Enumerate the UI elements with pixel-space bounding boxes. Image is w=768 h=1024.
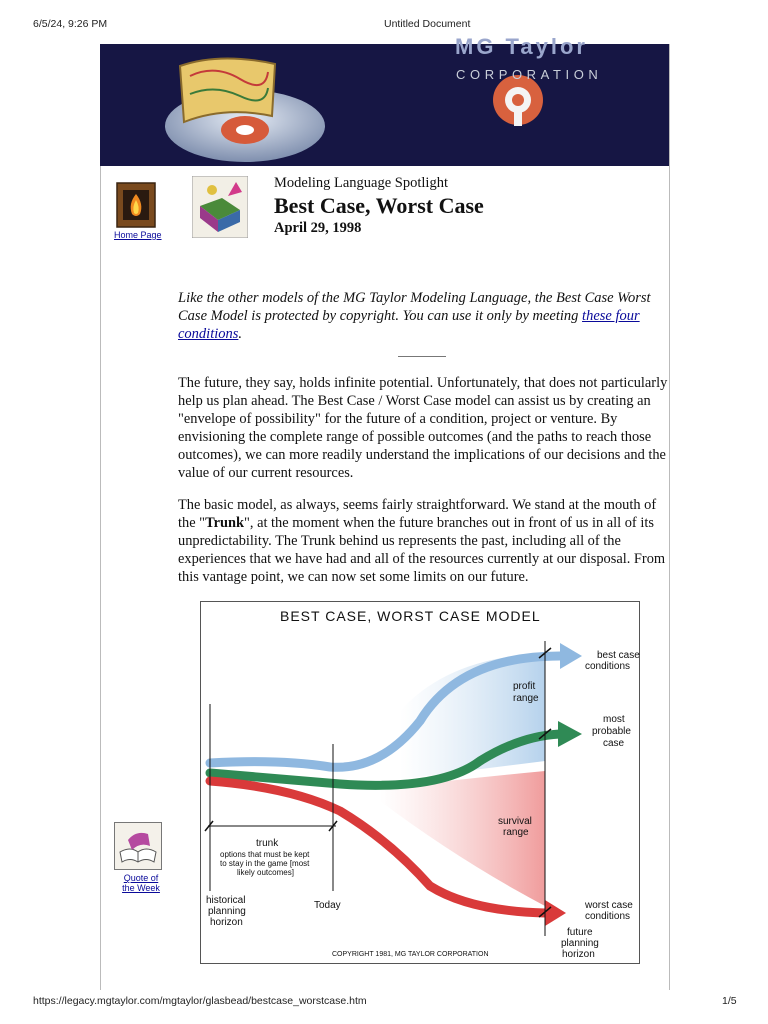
paragraph-2 xyxy=(178,496,668,586)
print-url: https://legacy.mgtaylor.com/mgtaylor/glasbead/bestcase_worstcase.htm xyxy=(33,995,367,1007)
copyright-intro xyxy=(178,289,668,343)
fireplace-home-icon[interactable] xyxy=(116,182,156,228)
label-today: Today xyxy=(314,900,341,911)
label-most-probable-1: most xyxy=(603,714,625,725)
label-profit-2: range xyxy=(513,693,539,704)
article-kicker: Modeling Language Spotlight xyxy=(274,175,448,191)
label-future-1: future xyxy=(567,927,593,938)
four-conditions-link[interactable]: these four conditions xyxy=(178,308,640,342)
label-historical-1: historical xyxy=(206,895,246,906)
quote-of-the-week-link[interactable]: Quote of the Week xyxy=(122,873,160,893)
paragraph-1: The future, they say, holds infinite potential. Unfortunately, that does not particularly help us plan ahead. The Best Case / Worst Case model can assist us by creating an "envelope of possibility" for the future of a condition, project or venture. By envisioning the complete range of possible outcomes (and the paths to reach those outcomes), we can more readily understand the implications of our decisions and the value of our current resources. xyxy=(178,375,668,481)
print-page-number: 1/5 xyxy=(722,995,737,1007)
brand-name: MG Taylor xyxy=(455,34,588,59)
paragraph-2-before: The basic model, as always, seems fairly straightforward. We stand at the mouth of the " xyxy=(178,497,657,531)
label-future-3: horizon xyxy=(562,949,595,960)
paragraph-2-after: ", at the moment when the future branches out in front of us in all of its unpredictability. The Trunk behind us represents the past, including all of the experiences that we have had and all of the resources currently at our disposal. From this vantage point, we can now set some limits on our future. xyxy=(178,515,666,585)
globe-screen-icon xyxy=(160,44,390,166)
best-worst-case-diagram xyxy=(200,601,640,964)
label-historical-2: planning xyxy=(208,906,246,917)
intro-text: Like the other models of the MG Taylor Modeling Language, the Best Case Worst Case Model is protected by copyright. You can use it only by meeting xyxy=(178,290,651,324)
label-profit-1: profit xyxy=(513,681,536,692)
print-datetime: 6/5/24, 9:26 PM xyxy=(33,18,108,30)
label-trunk-note-1: options that must be kept xyxy=(220,850,310,859)
label-trunk-note-3: likely outcomes] xyxy=(237,868,294,877)
label-survival-1: survival xyxy=(498,816,532,827)
article-date: April 29, 1998 xyxy=(274,220,362,236)
label-most-probable-3: case xyxy=(603,738,625,749)
banner xyxy=(100,44,669,166)
divider xyxy=(398,356,446,357)
label-worst-case-2: conditions xyxy=(585,911,631,922)
open-book-quote-icon[interactable] xyxy=(114,822,162,870)
brand-subtitle: CORPORATION xyxy=(456,67,603,82)
intro-end: . xyxy=(238,326,243,342)
diagram-title: BEST CASE, WORST CASE MODEL xyxy=(280,608,541,624)
label-survival-2: range xyxy=(503,827,529,838)
label-trunk: trunk xyxy=(256,838,279,849)
label-future-2: planning xyxy=(561,938,599,949)
trunk-term: Trunk xyxy=(205,515,244,531)
diagram-copyright: COPYRIGHT 1981, MG TAYLOR CORPORATION xyxy=(332,951,489,958)
print-title: Untitled Document xyxy=(384,18,471,30)
label-historical-3: horizon xyxy=(210,917,243,928)
label-trunk-note-2: to stay in the game [most xyxy=(220,859,310,868)
label-best-case-2: conditions xyxy=(585,661,631,672)
article-headline: Best Case, Worst Case xyxy=(274,193,484,218)
spotlight-model-icon xyxy=(192,176,248,238)
label-best-case-1: best case xyxy=(597,650,640,661)
label-worst-case-1: worst case xyxy=(585,900,633,911)
label-most-probable-2: probable xyxy=(592,726,631,737)
home-page-link[interactable]: Home Page xyxy=(114,230,162,240)
